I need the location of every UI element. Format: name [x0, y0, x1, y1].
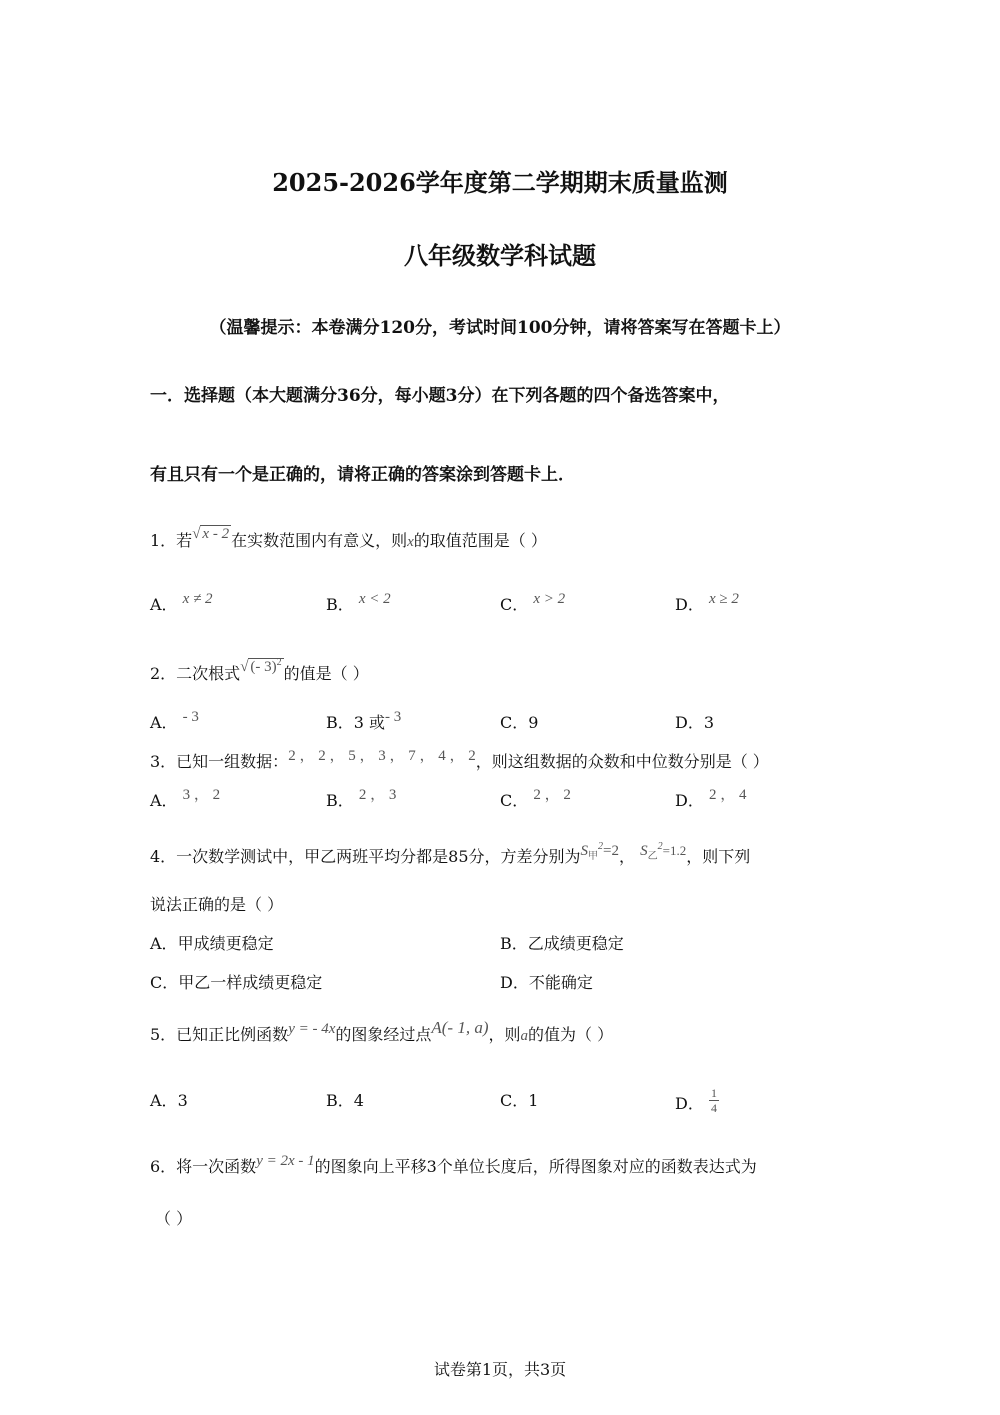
q4-option-c: C．甲乙一样成绩更稳定 [150, 973, 323, 992]
q4-option-d: D．不能确定 [500, 973, 593, 992]
question-3: 3．已知一组数据：2 ， 2 ， 5 ， 3 ， 7 ， 4 ， 2，则这组数据的众数和中位数分别是（ ） [150, 748, 769, 771]
sqrt-expression: √ x - 2 [192, 526, 230, 542]
q2-option-b: B．3 或- 3 [326, 709, 402, 732]
q5-option-d: D． $\frac{1}{4}$ [675, 1086, 717, 1115]
question-5: 5．已知正比例函数y = - 4x的图象经过点A(- 1, a)，则a的值为（ ） [150, 1018, 614, 1044]
q2-option-a: A． - 3 [150, 709, 199, 732]
q1-option-d: D． x ≥ 2 [675, 591, 739, 614]
q1-option-a: A． x ≠ 2 [150, 591, 213, 614]
question-6: 6．将一次函数y = 2x - 1的图象向上平移3个单位长度后，所得图象对应的函数表达式为 [150, 1153, 757, 1176]
q4-option-b: B．乙成绩更稳定 [500, 934, 624, 953]
q3-option-c: C． 2 ， 2 [500, 787, 571, 810]
fraction: $\frac{1}{4}$ [710, 1086, 717, 1115]
sqrt-expression: √ (- 3)$^2$ [240, 657, 282, 675]
exam-hint: （温馨提示：本卷满分120分，考试时间100分钟，请将答案写在答题卡上） [209, 318, 791, 338]
section-intro-line1: 一．选择题（本大题满分36分，每小题3分）在下列各题的四个备选答案中， [150, 386, 730, 406]
variance-yi: $S_乙^2=1.2$ [640, 841, 687, 862]
q3-option-b: B． 2 ， 3 [326, 787, 397, 810]
q2-option-d: D．3 [675, 713, 715, 732]
section-intro-line2: 有且只有一个是正确的，请将正确的答案涂到答题卡上． [150, 465, 575, 485]
q1-option-c: C． x > 2 [500, 591, 566, 614]
question-4-line2: 说法正确的是（ ） [150, 895, 284, 914]
variance-jia: $S_甲^2=2$ [580, 841, 620, 862]
question-2: 2．二次根式√ (- 3)$^2$的值是（ ） [150, 660, 369, 686]
q2-option-c: C．9 [500, 713, 539, 732]
q3-option-d: D． 2 ， 4 [675, 787, 747, 810]
question-6-line2: （ ） [155, 1209, 193, 1228]
exam-subtitle: 八年级数学科试题 [404, 241, 596, 270]
q5-option-b: B．4 [326, 1091, 364, 1110]
q3-option-a: A． 3 ， 2 [150, 787, 221, 810]
exam-title: 2025-2026学年度第二学期期末质量监测 [272, 168, 728, 197]
q4-option-a: A．甲成绩更稳定 [150, 934, 274, 953]
question-1: 1．若√ x - 2 在实数范围内有意义，则x的取值范围是（ ） [150, 530, 547, 553]
q5-option-a: A．3 [150, 1091, 188, 1110]
page-footer: 试卷第1页，共3页 [433, 1360, 567, 1379]
question-4: 4．一次数学测试中，甲乙两班平均分都是85分，方差分别为$S_甲^2=2$， $S_乙^2=1.2$，则下列 [150, 841, 751, 866]
q5-option-c: C．1 [500, 1091, 539, 1110]
q1-option-b: B． x < 2 [326, 591, 391, 614]
